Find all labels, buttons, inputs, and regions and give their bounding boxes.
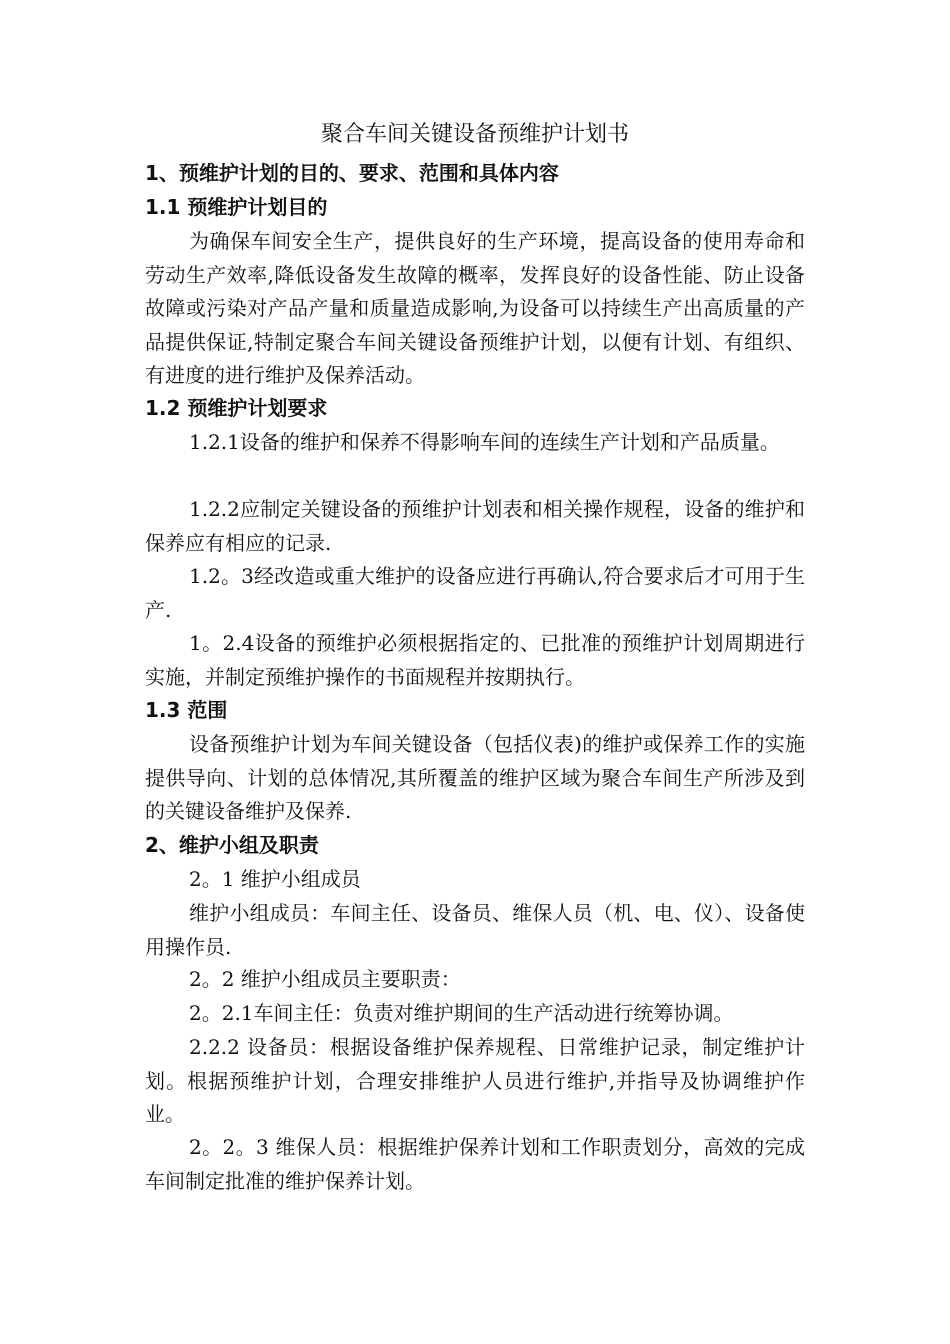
paragraph-2-2-1: 2。2.1车间主任：负责对维护期间的生产活动进行统筹协调。 <box>189 1001 734 1025</box>
paragraph-2-1: 维护小组成员：车间主任、设备员、维保人员（机、电、仪）、设备使用操作员. <box>145 901 805 959</box>
paragraph-1-2-1: 1.2.1设备的维护和保养不得影响车间的连续生产计划和产品质量。 <box>189 430 780 454</box>
section-heading-2: 2、维护小组及职责 <box>145 833 319 857</box>
section-heading-1: 1、预维护计划的目的、要求、范围和具体内容 <box>145 161 559 185</box>
subsection-2-1: 2。1 维护小组成员 <box>189 867 361 891</box>
section-heading-1-2: 1.2 预维护计划要求 <box>145 396 328 420</box>
paragraph-1-1: 为确保车间安全生产，提供良好的生产环境，提高设备的使用寿命和劳动生产效率,降低设备发生故障的概率，发挥良好的设备性能、防止设备故障或污染对产品产量和质量造成影响,为设备可以持续生产出高质量的产品提供保证,特制定聚合车间关键设备预维护计划，以便有计划、有组织、有进度的进行维护及保养活动。 <box>145 229 805 387</box>
section-heading-1-1: 1.1 预维护计划目的 <box>145 195 328 219</box>
paragraph-2-2-3: 2。2。3 维保人员：根据维护保养计划和工作职责划分，高效的完成车间制定批准的维护保养计划。 <box>145 1135 805 1193</box>
section-heading-1-3: 1.3 范围 <box>145 698 228 722</box>
paragraph-1-2-3: 1.2。3经改造或重大维护的设备应进行再确认,符合要求后才可用于生产. <box>145 564 805 622</box>
paragraph-1-2-4: 1。2.4设备的预维护必须根据指定的、已批准的预维护计划周期进行实施，并制定预维护操作的书面规程并按期执行。 <box>145 631 805 689</box>
paragraph-2-2-2: 2.2.2 设备员：根据设备维护保养规程、日常维护记录，制定维护计划。根据预维护计划，合理安排维护人员进行维护,并指导及协调维护作业。 <box>145 1035 805 1126</box>
subsection-2-2: 2。2 维护小组成员主要职责： <box>189 967 461 991</box>
paragraph-1-2-2: 1.2.2应制定关键设备的预维护计划表和相关操作规程，设备的维护和保养应有相应的记录. <box>145 497 805 555</box>
paragraph-1-3: 设备预维护计划为车间关键设备（包括仪表)的维护或保养工作的实施提供导向、计划的总体情况,其所覆盖的维护区域为聚合车间生产所涉及到的关键设备维护及保养. <box>145 732 805 823</box>
document-title: 聚合车间关键设备预维护计划书 <box>320 122 629 147</box>
